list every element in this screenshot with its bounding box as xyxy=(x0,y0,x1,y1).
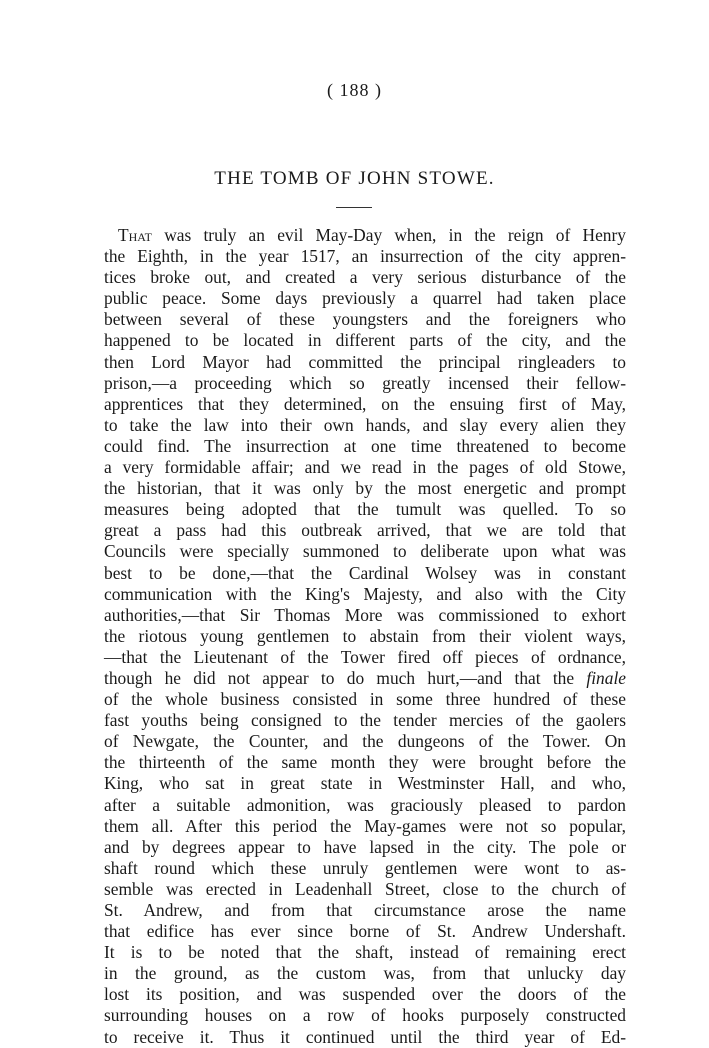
text-line: prison,—a proceeding which so greatly incensed their fellow- xyxy=(104,372,626,393)
title-rule xyxy=(336,207,372,208)
text-line: to receive it. Thus it continued until the third year of Ed- xyxy=(104,1026,626,1047)
text-line: the Eighth, in the year 1517, an insurrection of the city appren- xyxy=(104,246,626,267)
opening-word: That xyxy=(118,225,152,245)
text-line: of Newgate, the Counter, and the dungeons of the Tower. On xyxy=(104,731,626,752)
text-line: authorities,—that Sir Thomas More was commissioned to exhort xyxy=(104,604,626,625)
finale-word: finale xyxy=(586,667,626,688)
text-line: the riotous young gentlemen to abstain from their violent ways, xyxy=(104,625,626,646)
text-line: great a pass had this outbreak arrived, that we are told that xyxy=(104,520,626,541)
text-line: in the ground, as the custom was, from that unlucky day xyxy=(104,963,626,984)
text-line: the historian, that it was only by the most energetic and prompt xyxy=(104,478,626,499)
text-line: then Lord Mayor had committed the principal ringleaders to xyxy=(104,351,626,372)
page-number: ( 188 ) xyxy=(327,80,382,100)
text-line: though he did not appear to do much hurt,—and that the finale xyxy=(104,667,626,688)
text-line: happened to be located in different parts of the city, and the xyxy=(104,330,626,351)
text-line: a very formidable affair; and we read in the pages of old Stowe, xyxy=(104,457,626,478)
text-line: It is to be noted that the shaft, instead of remaining erect xyxy=(104,942,626,963)
text-line: apprentices that they determined, on the ensuing first of May, xyxy=(104,393,626,414)
text-line: shaft round which these unruly gentlemen were wont to as- xyxy=(104,857,626,878)
text-line: Councils were specially summoned to deliberate upon what was xyxy=(104,541,626,562)
text-line: semble was erected in Leadenhall Street, close to the church of xyxy=(104,878,626,899)
text-line: surrounding houses on a row of hooks purposely constructed xyxy=(104,1005,626,1026)
text-line: King, who sat in great state in Westminster Hall, and who, xyxy=(104,773,626,794)
text-line: could find. The insurrection at one time threatened to become xyxy=(104,435,626,456)
text-line: St. Andrew, and from that circumstance arose the name xyxy=(104,900,626,920)
text-line: fast youths being consigned to the tender mercies of the gaolers xyxy=(104,710,626,731)
text-line: lost its position, and was suspended over the doors of the xyxy=(104,984,626,1005)
chapter-title: THE TOMB OF JOHN STOWE. xyxy=(214,168,495,189)
text-line: measures being adopted that the tumult was quelled. To so xyxy=(104,499,626,520)
text-line: public peace. Some days previously a quarrel had taken place xyxy=(104,288,626,309)
text-line: them all. After this period the May-games were not so popular, xyxy=(104,815,626,836)
text-line: of the whole business consisted in some three hundred of these xyxy=(104,689,626,710)
text-line: the thirteenth of the same month they were brought before the xyxy=(104,752,626,773)
text-line: after a suitable admonition, was graciously pleased to pardon xyxy=(104,794,626,815)
text-line: and by degrees appear to have lapsed in the city. The pole or xyxy=(104,836,626,857)
text-line: to take the law into their own hands, and slay every alien they xyxy=(104,414,626,435)
text-line: communication with the King's Majesty, and also with the City xyxy=(104,583,626,604)
text-line: That was truly an evil May-Day when, in the reign of Henry xyxy=(118,225,626,245)
text-line: between several of these youngsters and the foreigners who xyxy=(104,309,626,330)
text-line: —that the Lieutenant of the Tower fired off pieces of ordnance, xyxy=(104,646,626,667)
text-line: tices broke out, and created a very serious disturbance of the xyxy=(104,267,626,288)
text-line: that edifice has ever since borne of St. Andrew Undershaft. xyxy=(104,921,626,942)
text-line: best to be done,—that the Cardinal Wolsey was in constant xyxy=(104,562,626,583)
body-paragraph xyxy=(104,225,626,1048)
